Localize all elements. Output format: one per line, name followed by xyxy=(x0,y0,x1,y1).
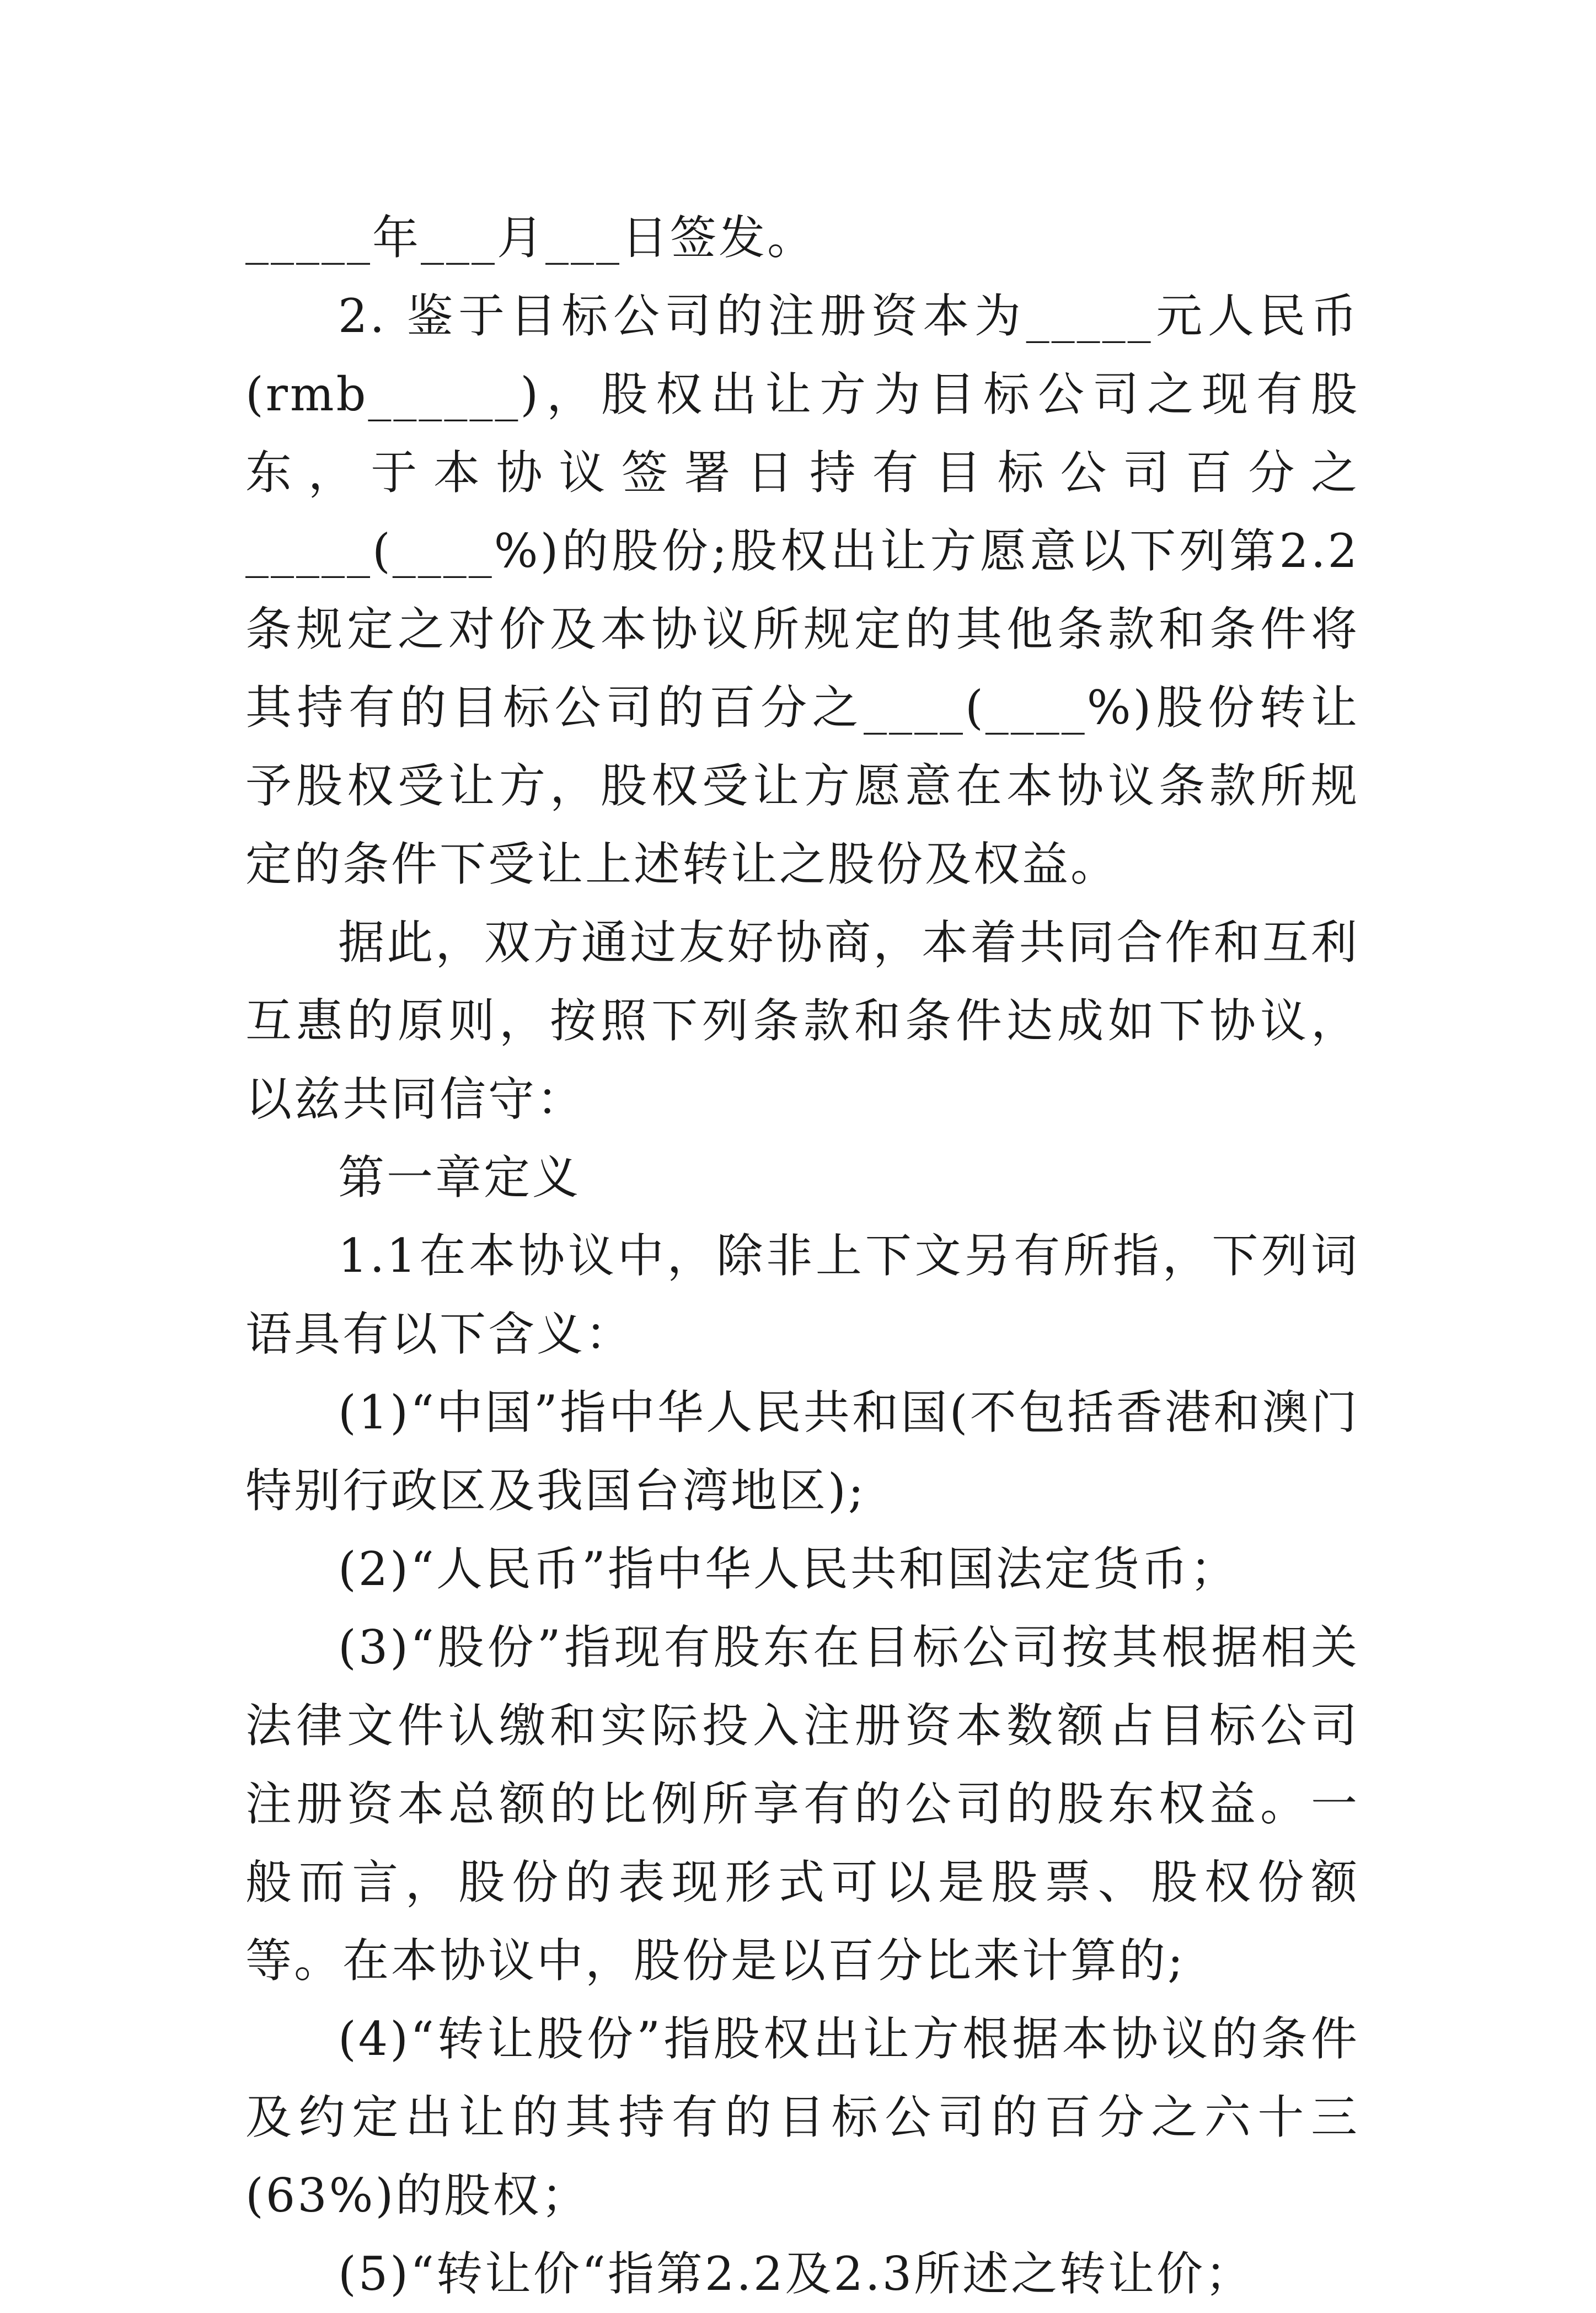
definition-china: (1)“中国”指中华人民共和国(不包括香港和澳门特别行政区及我国台湾地区); xyxy=(245,1385,1359,1518)
document-body xyxy=(245,199,1359,2313)
chapter-heading: 第一章定义 xyxy=(338,1150,581,1204)
definition-rmb: (2)“人民币”指中华人民共和国法定货币； xyxy=(338,1542,1239,1596)
paragraph-signing-date: _____年___月___日签发。 xyxy=(245,211,816,265)
paragraph-registered-capital: 2. 鉴于目标公司的注册资本为_____元人民币(rmb______)，股权出让方为目标公司之现有股东，于本协议签署日持有目标公司百分之_____(____%)的股份;股权出让方愿意以下列第2.2条规定之对价及本协议所规定的其他条款和条件将其持有的目标公司的百分之____(____%)股份转让予股权受让方，股权受让方愿意在本协议条款所规定的条件下受让上述转让之股份及权益。 xyxy=(245,289,1359,891)
paragraph-agreement-basis: 据此，双方通过友好协商，本着共同合作和互利互惠的原则，按照下列条款和条件达成如下协议，以兹共同信守： xyxy=(245,915,1359,1126)
paragraph-definitions-intro: 1.1在本协议中，除非上下文另有所指，下列词语具有以下含义： xyxy=(245,1229,1359,1361)
definition-transfer-shares: (4)“转让股份”指股权出让方根据本协议的条件及约定出让的其持有的目标公司的百分之六十三(63%)的股权； xyxy=(245,2012,1359,2223)
definition-transfer-price: (5)“转让价“指第2.2及2.3所述之转让价； xyxy=(338,2247,1254,2301)
definition-shares: (3)“股份”指现有股东在目标公司按其根据相关法律文件认缴和实际投入注册资本数额占目标公司注册资本总额的比例所享有的公司的股东权益。一般而言，股份的表现形式可以是股票、股权份额等。在本协议中，股份是以百分比来计算的; xyxy=(245,1620,1359,1988)
